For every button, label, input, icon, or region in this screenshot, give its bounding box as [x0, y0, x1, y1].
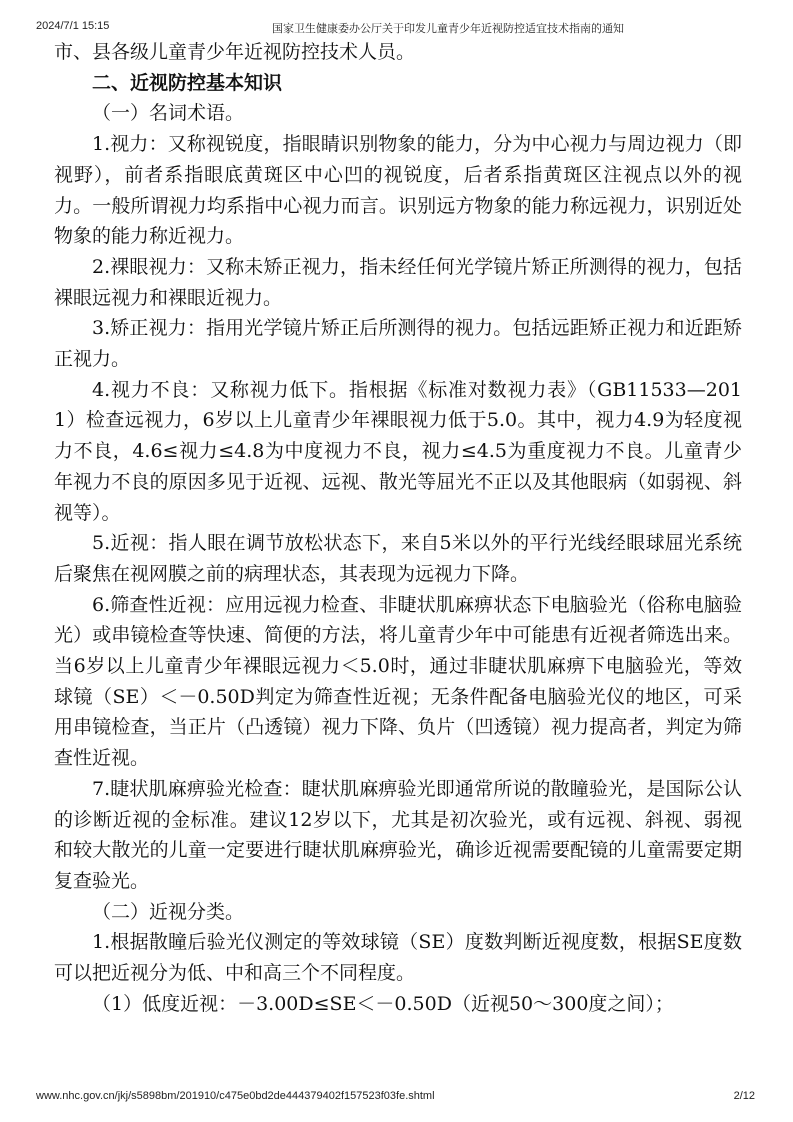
document-body — [54, 37, 742, 1020]
paragraph-continued: 市、县各级儿童青少年近视防控技术人员。 — [54, 41, 416, 63]
print-page-url: www.nhc.gov.cn/jkj/s5898bm/201910/c475e0bd2de444379402f157523f03fe.shtml — [36, 1090, 435, 1102]
classification-by-se: 1.根据散瞳后验光仪测定的等效球镜（SE）度数判断近视度数，根据SE度数可以把近视分为低、中和高三个不同程度。 — [54, 931, 742, 985]
term-corrected-vision: 3.矫正视力：指用光学镜片矫正后所测得的视力。包括远距矫正视力和近距矫正视力。 — [54, 317, 742, 371]
classification-low-myopia: （1）低度近视：－3.00D≤SE＜－0.50D（近视50～300度之间）； — [92, 992, 674, 1015]
print-datetime: 2024/7/1 15:15 — [36, 20, 110, 32]
section-heading-basic-knowledge: 二、近视防控基本知识 — [92, 71, 283, 94]
subsection-heading-terms: （一）名词术语。 — [92, 102, 245, 125]
subsection-heading-classification: （二）近视分类。 — [92, 900, 245, 923]
term-poor-vision: 4.视力不良：又称视力低下。指根据《标准对数视力表》（GB11533—2011）检查远视力，6岁以上儿童青少年裸眼视力低于5.0。其中，视力4.9为轻度视力不良，4.6≤视力≤4.8为中度视力不良，视力≤4.5为重度视力不良。儿童青少年视力不良的原因多见于近视、远视、散光等屈光不正以及其他眼病（如弱视、斜视等）。 — [54, 378, 742, 524]
term-myopia: 5.近视：指人眼在调节放松状态下，来自5米以外的平行光线经眼球屈光系统后聚焦在视网膜之前的病理状态，其表现为远视力下降。 — [54, 532, 742, 585]
term-screening-myopia: 6.筛查性近视：应用远视力检查、非睫状肌麻痹状态下电脑验光（俗称电脑验光）或串镜检查等快速、简便的方法，将儿童青少年中可能患有近视者筛选出来。当6岁以上儿童青少年裸眼远视力＜5.0时，通过非睫状肌麻痹下电脑验光，等效球镜（SE）＜－0.50D判定为筛查性近视；无条件配备电脑验光仪的地区，可采用串镜检查，当正片（凸透镜）视力下降、负片（凹透镜）视力提高者，判定为筛查性近视。 — [54, 593, 742, 770]
term-visual-acuity: 1.视力：又称视锐度，指眼睛识别物象的能力，分为中心视力与周边视力（即视野），前者系指眼底黄斑区中心凹的视锐度，后者系指黄斑区注视点以外的视力。一般所谓视力均系指中心视力而言。识别远方物象的能力称远视力，识别近处物象的能力称近视力。 — [54, 133, 742, 248]
page-number: 2/12 — [733, 1090, 755, 1102]
term-cycloplegic-refraction: 7.睫状肌麻痹验光检查：睫状肌麻痹验光即通常所说的散瞳验光，是国际公认的诊断近视的金标准。建议12岁以下，尤其是初次验光，或有远视、斜视、弱视和较大散光的儿童一定要进行睫状肌麻痹验光，确诊近视需要配镜的儿童需要定期复查验光。 — [54, 777, 742, 892]
term-uncorrected-vision: 2.裸眼视力：又称未矫正视力，指未经任何光学镜片矫正所测得的视力，包括裸眼远视力和裸眼近视力。 — [54, 255, 742, 309]
print-page-title: 国家卫生健康委办公厅关于印发儿童青少年近视防控适宜技术指南的通知 — [272, 22, 624, 35]
